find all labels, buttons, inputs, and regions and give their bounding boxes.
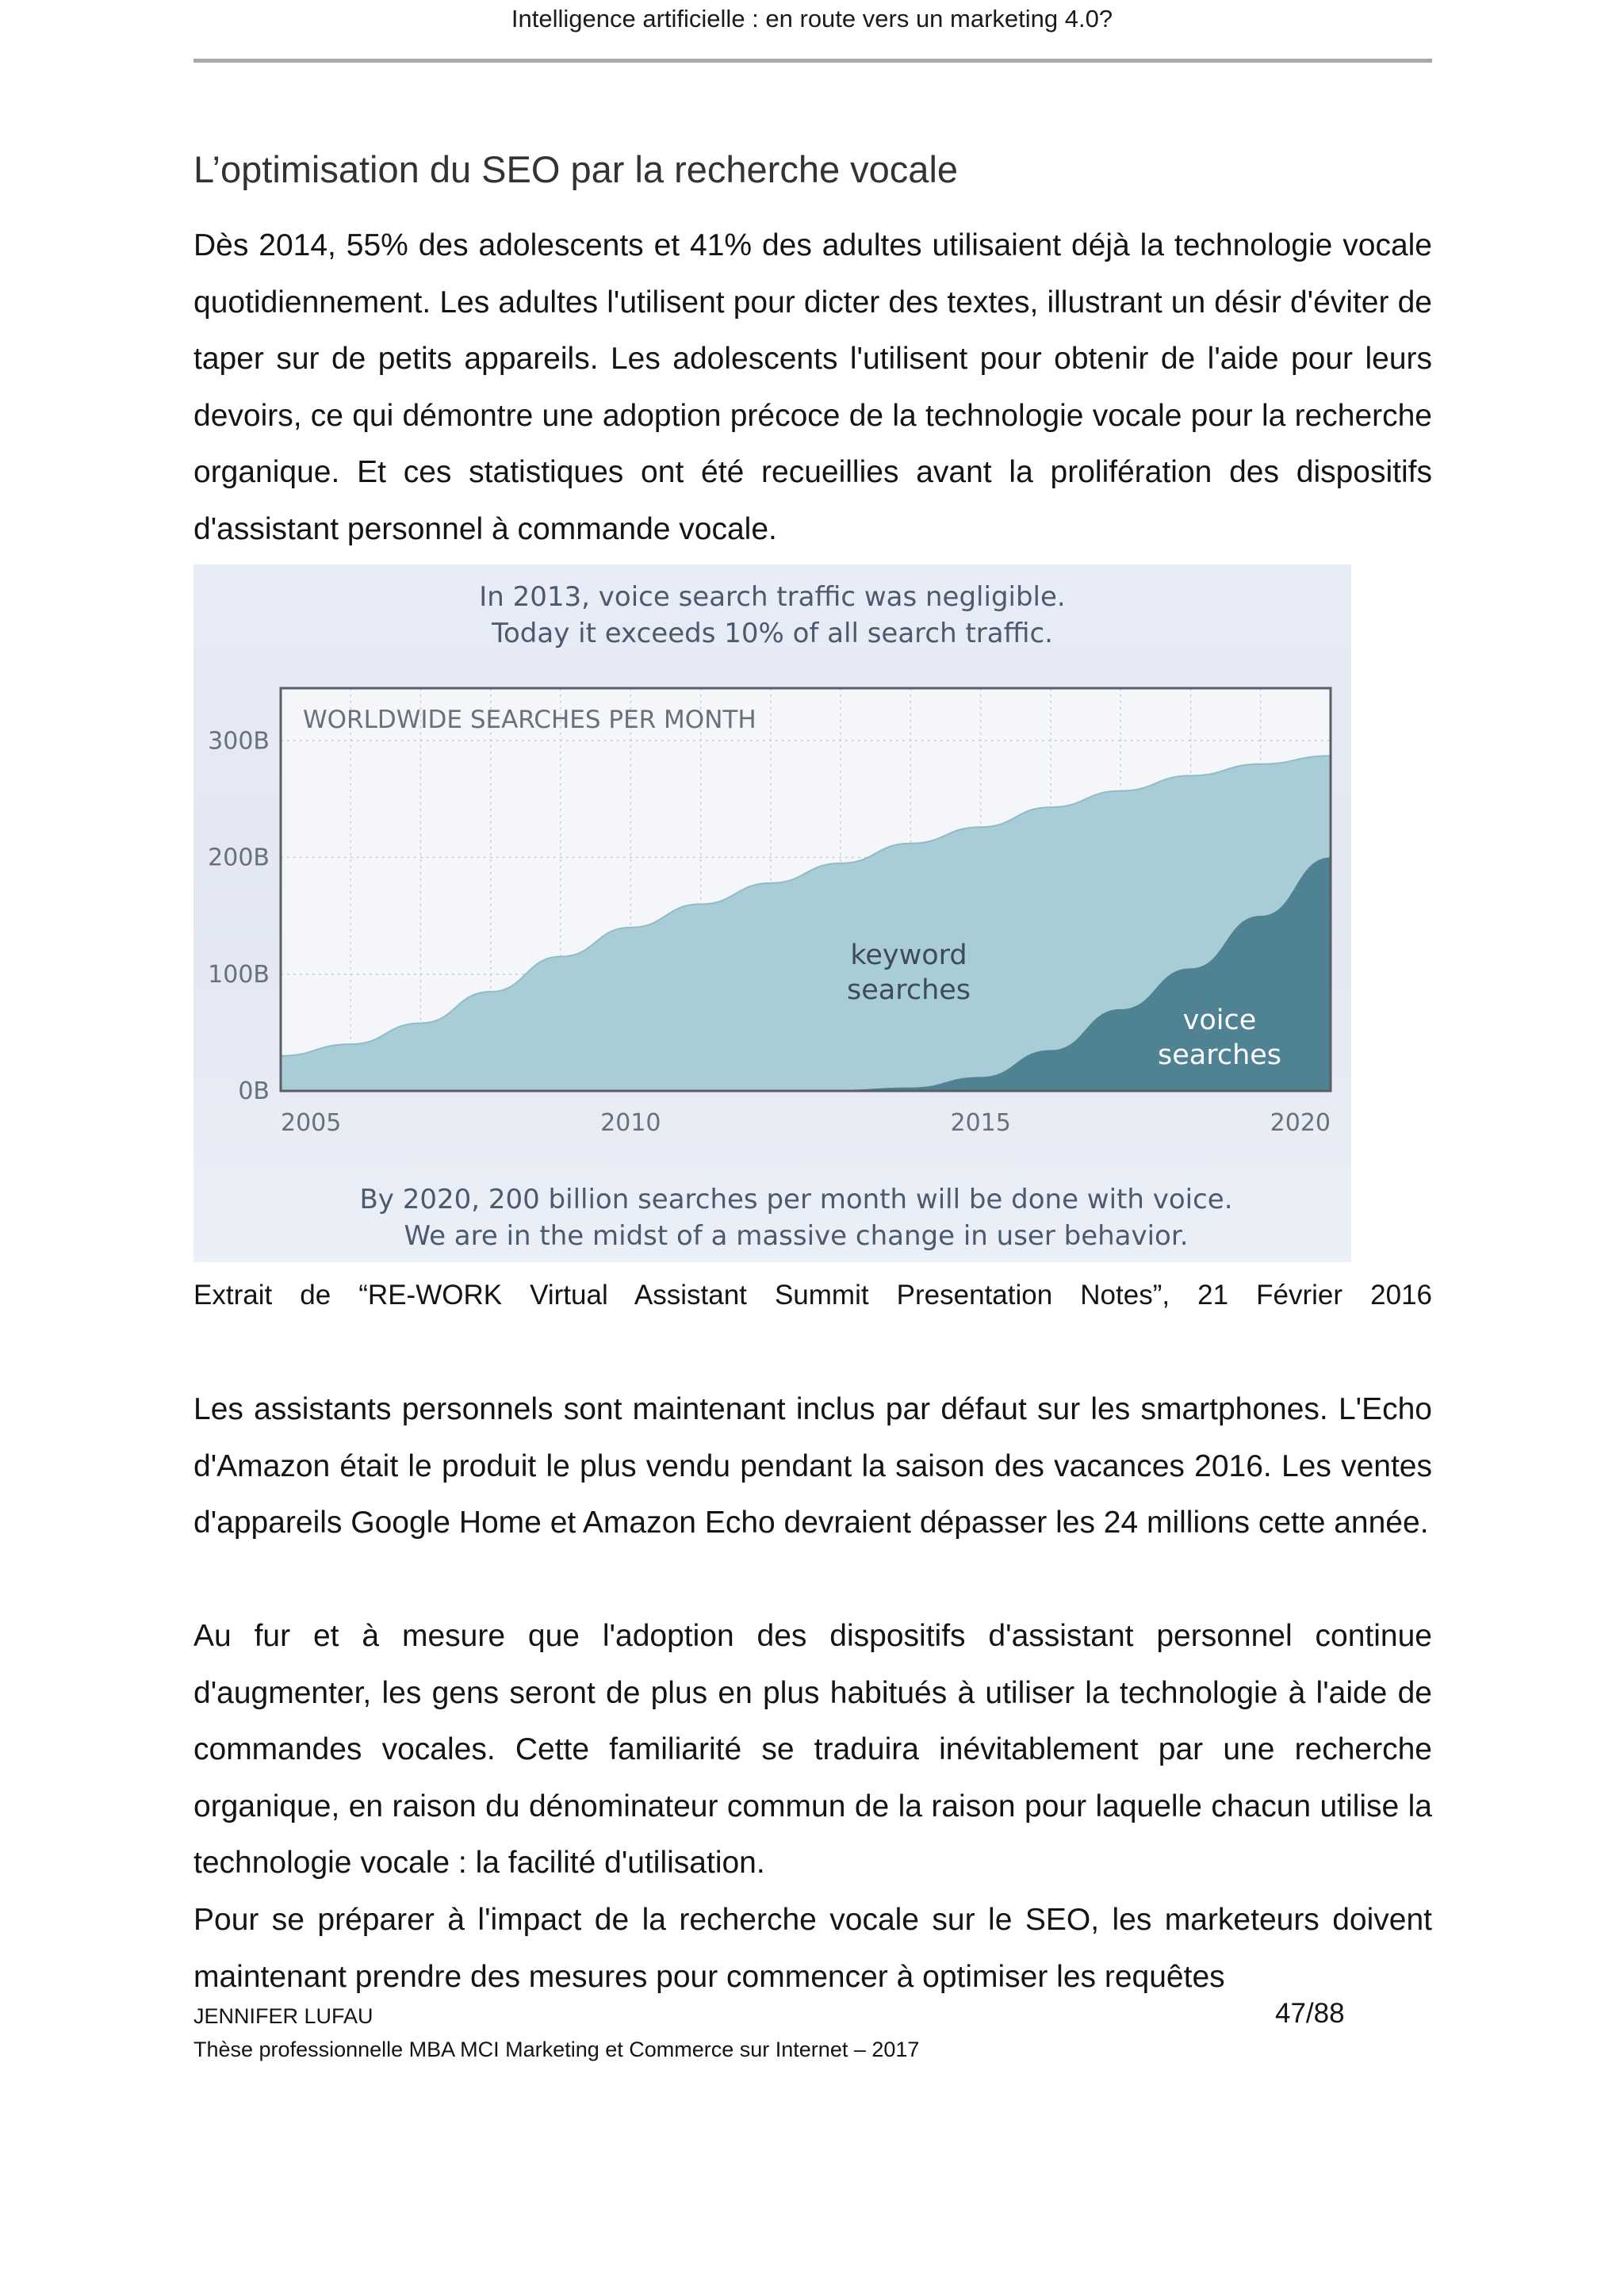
section-heading: L’optimisation du SEO par la recherche vocale	[193, 148, 959, 190]
figure-caption: Extrait de “RE-WORK Virtual Assistant Summit Presentation Notes”, 21 Février 2016	[193, 1280, 1432, 1311]
page-number: 47/88	[1275, 1998, 1345, 2029]
running-header: Intelligence artificielle : en route vers un marketing 4.0?	[511, 5, 1113, 33]
x-tick-label: 2020	[1270, 1109, 1331, 1137]
footer-author: JENNIFER LUFAU	[193, 2004, 373, 2028]
body-paragraph: Au fur et à mesure que l'adoption des dispositifs d'assistant personnel continue d'augmenter, les gens seront de plus en plus habitués à utiliser la technologie à l'aide de commandes vocales. Cette familiarité se traduira inévitablement par une recherche organique, en raison du dénominateur commun de la raison pour laquelle chacun utilise la technologie vocale : la facilité d'utilisation.	[193, 1619, 1432, 1880]
header-rule	[193, 59, 1432, 63]
footer-thesis: Thèse professionnelle MBA MCI Marketing et Commerce sur Internet – 2017	[193, 2038, 920, 2061]
chart-bottom-line-2: We are in the midst of a massive change in user behavior.	[404, 1220, 1189, 1252]
y-tick-label: 0B	[238, 1077, 270, 1105]
voice-search-chart	[193, 564, 1351, 1262]
keyword-label-line-2: searches	[846, 974, 971, 1006]
chart-bottom-line-1: By 2020, 200 billion searches per month will be done with voice.	[359, 1184, 1233, 1215]
y-tick-label: 200B	[208, 844, 270, 872]
y-tick-label: 300B	[208, 727, 270, 756]
chart-top-line-2: Today it exceeds 10% of all search traffic.	[492, 618, 1053, 649]
body-paragraph: Dès 2014, 55% des adolescents et 41% des adultes utilisaient déjà la technologie vocale quotidiennement. Les adultes l'utilisent pour dicter des textes, illustrant un désir d'éviter de taper sur de petits appareils. Les adolescents l'utilisent pour obtenir de l'aide pour leurs devoirs, ce qui démontre une adoption précoce de la technologie vocale pour la recherche organique. Et ces statistiques ont été recueillies avant la prolifération des dispositifs d'assistant personnel à commande vocale.	[193, 228, 1432, 546]
chart-svg	[193, 564, 1351, 1262]
body-paragraph: Pour se préparer à l'impact de la recherche vocale sur le SEO, les marketeurs doivent maintenant prendre des mesures pour commencer à optimiser les requêtes	[193, 1903, 1432, 1994]
x-tick-label: 2010	[600, 1109, 661, 1137]
y-tick-label: 100B	[208, 960, 270, 989]
chart-top-line-1: In 2013, voice search traffic was negligible.	[479, 581, 1066, 613]
x-tick-label: 2015	[950, 1109, 1011, 1137]
keyword-label-line-1: keyword	[850, 939, 967, 971]
body-paragraph: Les assistants personnels sont maintenant inclus par défaut sur les smartphones. L'Echo d'Amazon était le produit le plus vendu pendant la saison des vacances 2016. Les ventes d'appareils Google Home et Amazon Echo devraient dépasser les 24 millions cette année.	[193, 1392, 1432, 1540]
x-tick-label: 2005	[281, 1109, 342, 1137]
chart-title: WORLDWIDE SEARCHES PER MONTH	[303, 706, 756, 734]
voice-label-line-2: searches	[1157, 1039, 1282, 1071]
voice-label-line-1: voice	[1182, 1004, 1257, 1036]
